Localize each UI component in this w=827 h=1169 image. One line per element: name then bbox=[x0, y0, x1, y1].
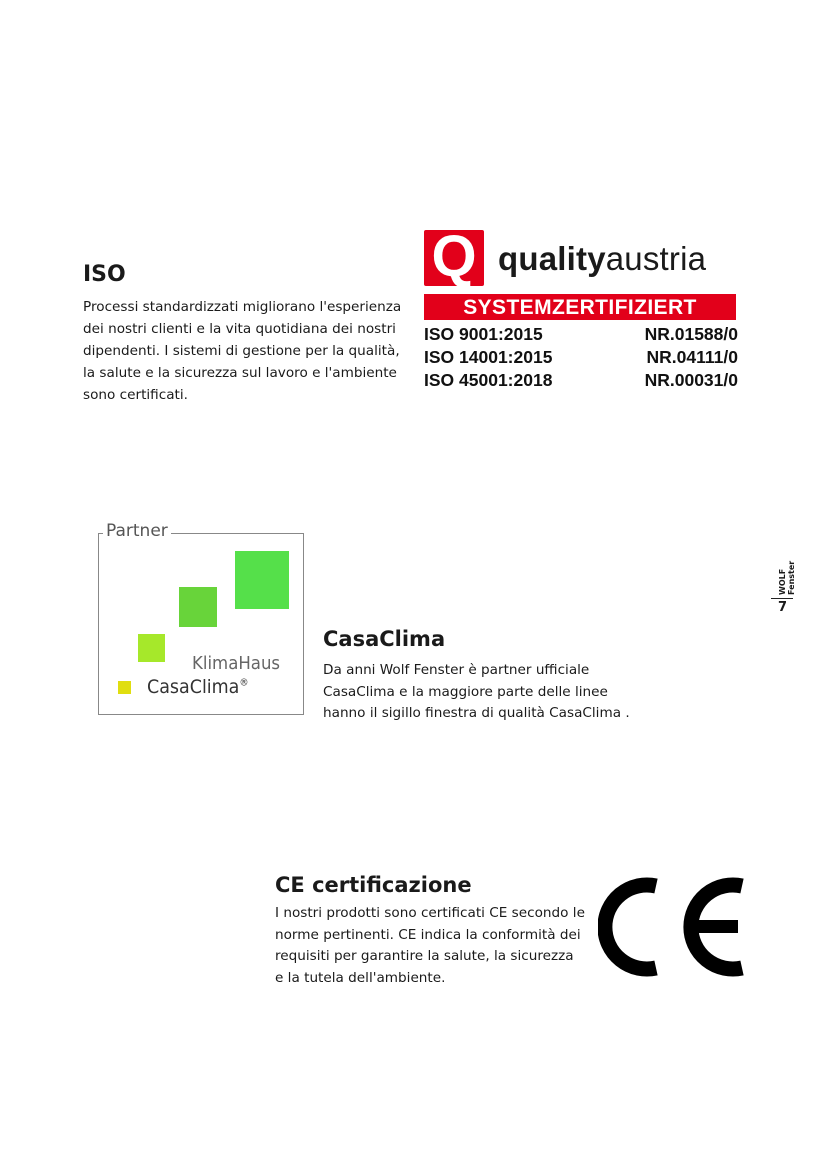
wordmark-austria: austria bbox=[605, 240, 707, 277]
certificate-row bbox=[424, 369, 738, 392]
green-square-medium bbox=[179, 587, 217, 627]
certificate-standard: ISO 45001:2018 bbox=[424, 370, 553, 390]
ce-letter-e-bar bbox=[698, 920, 738, 933]
certificate-row bbox=[424, 323, 738, 346]
page-number: 7 bbox=[778, 600, 788, 615]
ce-mark-icon bbox=[598, 874, 748, 980]
certificate-row bbox=[424, 346, 738, 369]
q-letter: Q bbox=[431, 224, 477, 289]
brand-wolf: WOLF bbox=[778, 568, 787, 595]
side-brand bbox=[770, 552, 800, 596]
certificate-standard: ISO 14001:2015 bbox=[424, 347, 553, 367]
ce-description: I nostri prodotti sono certificati CE secondo le norme pertinenti. CE indica la conformità dei requisiti per garantire la salute, la sicurezza e la tutela dell'ambiente. bbox=[275, 905, 585, 986]
certificate-standard: ISO 9001:2015 bbox=[424, 324, 543, 344]
yellow-square bbox=[118, 681, 131, 694]
systemzertifiziert-banner: SYSTEMZERTIFIZIERT bbox=[424, 294, 736, 320]
brand-fenster: Fenster bbox=[787, 560, 796, 595]
certificate-number: NR.00031/0 bbox=[644, 370, 738, 390]
ce-title: CE certificazione bbox=[275, 873, 472, 897]
partner-label: Partner bbox=[103, 520, 171, 542]
iso-title: ISO bbox=[83, 262, 126, 287]
casaclima-description: Da anni Wolf Fenster è partner ufficiale CasaClima e la maggiore parte delle linee hanno il sigillo finestra di qualità CasaClima . bbox=[323, 662, 630, 721]
klimahaus-wordmark: KlimaHaus bbox=[192, 653, 281, 674]
side-divider bbox=[771, 598, 793, 599]
q-logo-icon bbox=[424, 224, 484, 289]
registered-mark: ® bbox=[239, 677, 249, 689]
iso-description: Processi standardizzati migliorano l'esperienza dei nostri clienti e la vita quotidiana dei nostri dipendenti. I sistemi di gestione per la qualità, la salute e la sicurezza sul lavoro e l'ambiente sono certificati. bbox=[83, 299, 402, 403]
certificate-list bbox=[424, 323, 738, 392]
quality-austria-wordmark bbox=[498, 240, 706, 278]
side-brand-text bbox=[778, 551, 796, 595]
casaclima-partner-logo bbox=[96, 519, 308, 719]
wordmark-quality: quality bbox=[498, 240, 606, 277]
ce-letter-c-shape bbox=[605, 885, 656, 969]
green-square-small bbox=[138, 634, 165, 662]
casaclima-title: CasaClima bbox=[323, 627, 446, 651]
casaclima-wordmark-text: CasaClima bbox=[147, 676, 240, 698]
green-square-large bbox=[235, 551, 289, 609]
quality-austria-logo bbox=[420, 226, 740, 394]
casaclima-wordmark bbox=[147, 676, 249, 698]
certificate-number: NR.04111/0 bbox=[646, 347, 738, 367]
certificate-number: NR.01588/0 bbox=[644, 324, 738, 344]
